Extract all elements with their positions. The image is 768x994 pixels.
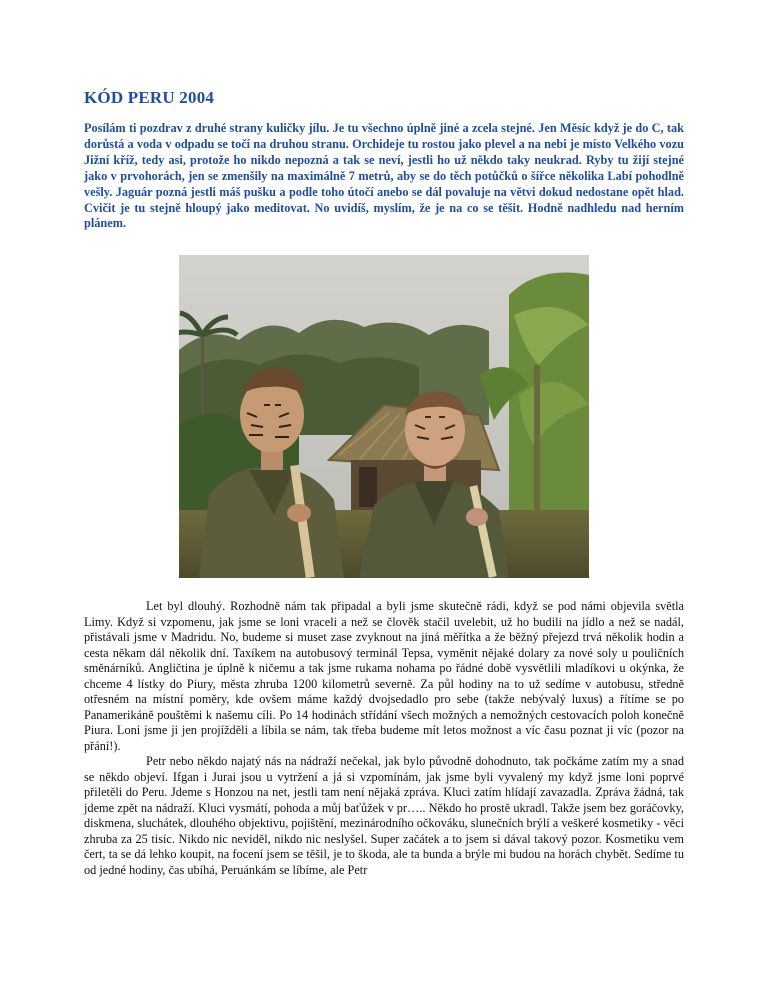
- document-title: KÓD PERU 2004: [84, 88, 215, 107]
- body-paragraph-2: Petr nebo někdo najatý nás na nádraží nečekal, jak bylo původně dohodnuto, tak počkáme zatím my a snad se někdo objeví. Ifgan i Jurai jsou u vytržení a já si vzpomínám, jak jsme byli vyvalený my když jsme loni poprvé přiletěli do Peru. Jdeme s Honzou na net, jestli tam není nějaká zpráva. Kluci zatím hlídají zavazadla. Zpráva žádná, tak jdeme zpět na nádraží. Kluci vysmátí, pohoda a můj baťůžek v pr….. Někdo ho prostě ukradl. Takže jsem bez goráčovky, diskmena, sluchátek, dlouhého objektivu, pojištění, mezinárodního očkováku, slunečních brýlí a veškeré kosmetiky - věci zhruba za 25 tisíc. Nikdo nic neviděl, nikdo nic neslyšel. Super začátek a to jsem si dával takový pozor. Kosmetiku vem čert, ta se dá lehko koupit, na focení jsem se těšil, je to škoda, ale ta bunda a brýle mi budou na horách chybět. Sedíme tu od jedné hodiny, čas ubíhá, Peruánkám se líbíme, ale Petr: [84, 754, 684, 877]
- jungle-photo: [179, 255, 589, 578]
- intro-paragraph: Posílám ti pozdrav z druhé strany kuličky jílu. Je tu všechno úplně jiné a zcela stejné. Jen Měsíc když je do C, tak dorůstá a voda v odpadu se točí na druhou stranu. Orchideje tu rostou jako plevel a na nebi je místo Velkého vozu Jižní kříž, tedy asi, protože ho nikdo nepozná a tak se neví, jestli ho už někdo taky neukrad. Ryby tu žijí stejné jako v prvohorách, jen se zmenšily na maximálně 7 metrů, aby se do těch potůčků o šířce několika Labí pohodlně vešly. Jaguár pozná jestli máš pušku a podle toho útočí anebo se dál povaluje na větvi dokud nedostane opět hlad. Cvičit je tu stejně hloupý jako meditovat. No uvidíš, myslím, že je na co se těšit. Hodně nadhledu nad herním plánem.: [84, 121, 684, 231]
- body-paragraph-1: Let byl dlouhý. Rozhodně nám tak připadal a byli jsme skutečně rádi, když se pod námi objevila světla Limy. Když si vzpomenu, jak jsme se loni vraceli a než se člověk stačil uvelebit, už ho budili na jídlo a než se nadál, přistávali jsme v Madridu. No, budeme si muset zase zvyknout na jiná měřítka a že běžný přejezd trvá několik hodin a cesta někam dál několik dní. Taxíkem na autobusový terminál Tepsa, vyměnit nějaké dolary za nové soly u pouličních směnárníků. Angličtina je úplně k ničemu a tak jsme rukama nohama po řádné době vysvětlili mladíkovi u okýnka, že chceme 4 lístky do Piury, města zhruba 1200 kilometrů severně. Za půl hodiny na to už sedíme v autobusu, středně otřesném na místní poměry, kde ovšem máme každý dvojsedadlo pro sebe (takže nebývalý luxus) a řítíme se po Panamerikáně pouštěmi k našemu cíli. Po 14 hodinách střídání všech možných a nemožných cestovacích poloh konečně Piura. Loni jsme ji jen projížděli a líbila se nám, tak třeba budeme mít letos možnost a víc času poznat ji víc (pozor na přání!).: [84, 599, 684, 753]
- body-text: [84, 599, 684, 878]
